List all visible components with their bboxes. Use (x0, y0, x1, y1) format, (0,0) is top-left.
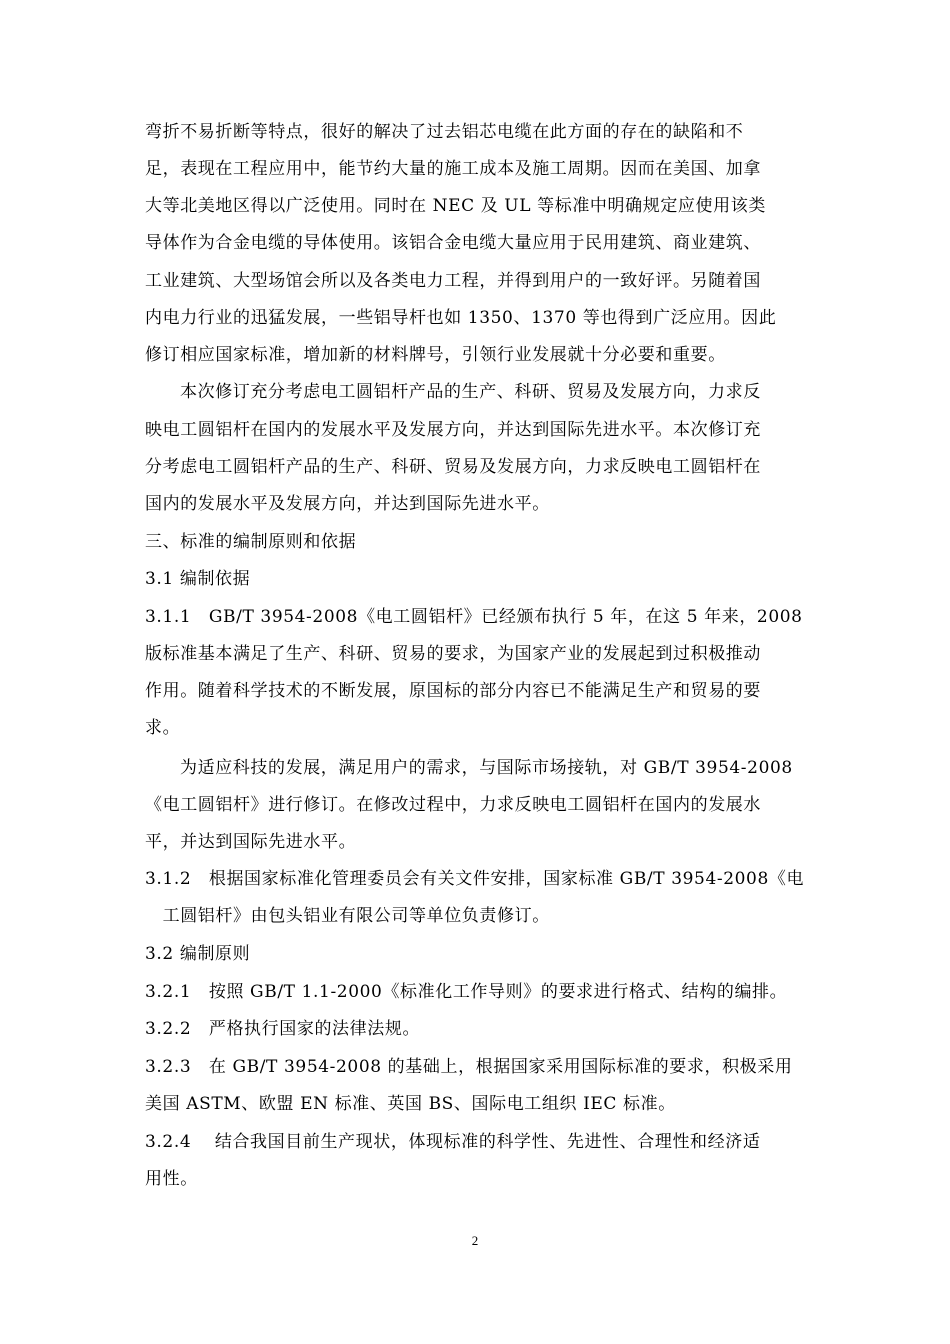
body-text-line: 内电力行业的迅猛发展，一些铝导杆也如 1350、1370 等也得到广泛应用。因此 (145, 308, 777, 328)
body-text-line: 3.2.1 按照 GB/T 1.1-2000《标准化工作导则》的要求进行格式、结构的编排。 (145, 982, 788, 1002)
body-text-line: 为适应科技的发展，满足用户的需求，与国际市场接轨，对 GB/T 3954-2008 (180, 758, 793, 778)
subsection-heading: 3.1 编制依据 (145, 569, 251, 589)
body-text-line: 3.2.3 在 GB/T 3954-2008 的基础上，根据国家采用国际标准的要求，积极采用 (145, 1057, 793, 1077)
body-text-line: 作用。随着科学技术的不断发展，原国标的部分内容已不能满足生产和贸易的要 (145, 681, 761, 701)
body-text-line: 工圆铝杆》由包头铝业有限公司等单位负责修订。 (145, 906, 550, 926)
body-text-line: 平，并达到国际先进水平。 (145, 832, 357, 852)
body-text-line: 版标准基本满足了生产、科研、贸易的要求，为国家产业的发展起到过积极推动 (145, 644, 761, 664)
body-text-line: 《电工圆铝杆》进行修订。在修改过程中，力求反映电工圆铝杆在国内的发展水 (145, 795, 761, 815)
body-text-line: 国内的发展水平及发展方向，并达到国际先进水平。 (145, 494, 550, 514)
body-text-line: 3.1.1 GB/T 3954-2008《电工圆铝杆》已经颁布执行 5 年，在这 5 年来，2008 (145, 607, 803, 627)
body-text-line: 足，表现在工程应用中，能节约大量的施工成本及施工周期。因而在美国、加拿 (145, 159, 761, 179)
body-text-line: 3.1.2 根据国家标准化管理委员会有关文件安排，国家标准 GB/T 3954-2008《电 (145, 869, 805, 889)
section-heading: 三、标准的编制原则和依据 (145, 532, 357, 552)
body-text-line: 求。 (145, 718, 181, 738)
body-text-line: 本次修订充分考虑电工圆铝杆产品的生产、科研、贸易及发展方向，力求反 (180, 382, 761, 402)
body-text-line: 3.2.2 严格执行国家的法律法规。 (145, 1019, 421, 1039)
subsection-heading: 3.2 编制原则 (145, 944, 251, 964)
body-text-line: 修订相应国家标准，增加新的材料牌号，引领行业发展就十分必要和重要。 (145, 345, 726, 365)
body-text-line: 导体作为合金电缆的导体使用。该铝合金电缆大量应用于民用建筑、商业建筑、 (145, 233, 761, 253)
body-text-line: 映电工圆铝杆在国内的发展水平及发展方向，并达到国际先进水平。本次修订充 (145, 420, 761, 440)
body-text-line: 弯折不易折断等特点，很好的解决了过去铝芯电缆在此方面的存在的缺陷和不 (145, 122, 744, 142)
body-text-line: 分考虑电工圆铝杆产品的生产、科研、贸易及发展方向，力求反映电工圆铝杆在 (145, 457, 761, 477)
body-text-line: 美国 ASTM、欧盟 EN 标准、英国 BS、国际电工组织 IEC 标准。 (145, 1094, 676, 1114)
body-text-line: 用性。 (145, 1169, 198, 1189)
body-text-line: 大等北美地区得以广泛使用。同时在 NEC 及 UL 等标准中明确规定应使用该类 (145, 196, 766, 216)
body-text-line: 工业建筑、大型场馆会所以及各类电力工程，并得到用户的一致好评。另随着国 (145, 271, 761, 291)
body-text-line: 3.2.4 结合我国目前生产现状，体现标准的科学性、先进性、合理性和经济适 (145, 1132, 761, 1152)
page-number: 2 (471, 1233, 479, 1248)
